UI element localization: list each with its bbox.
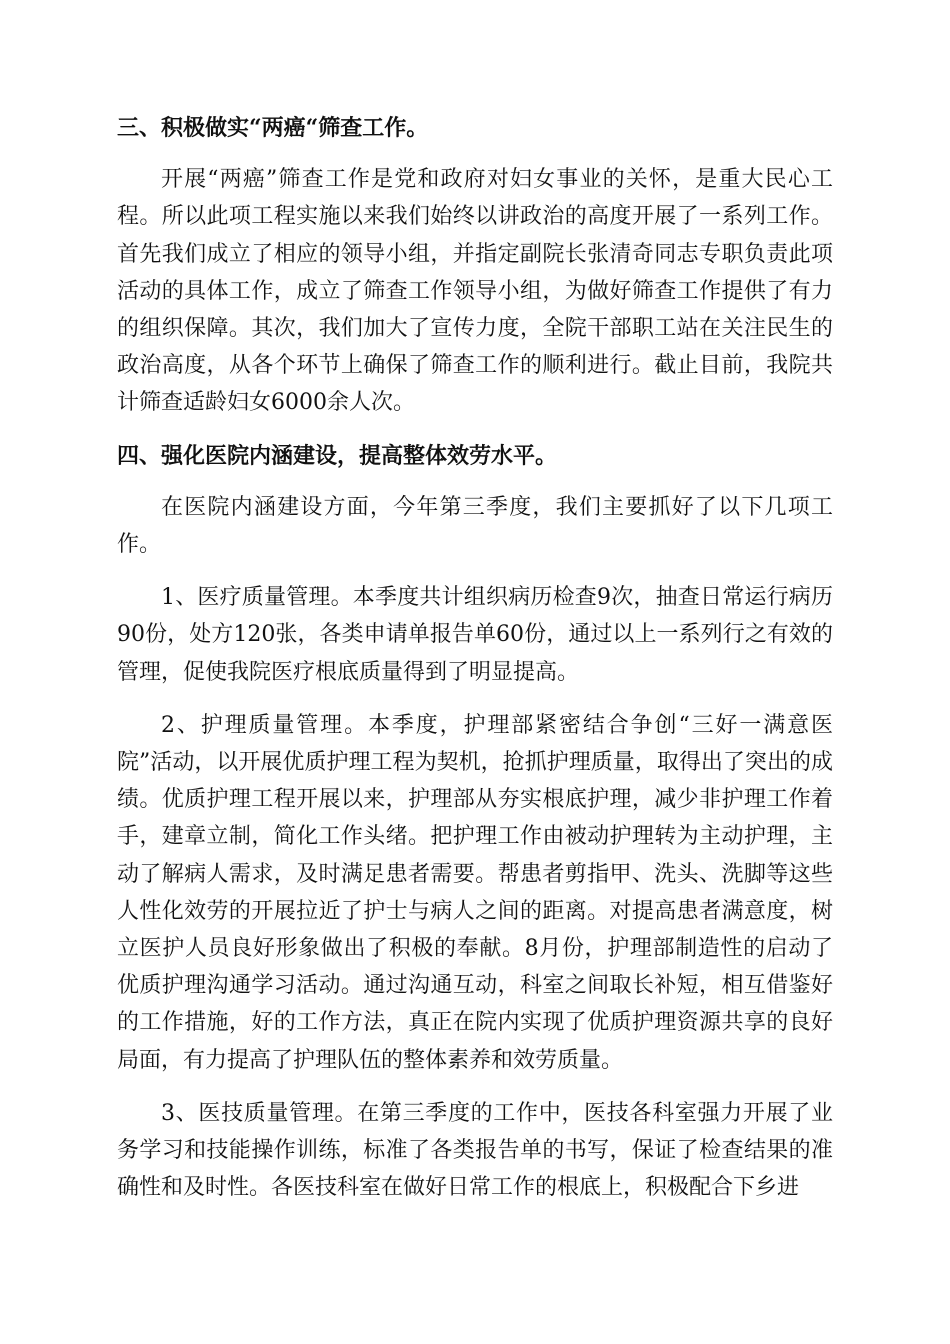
section-4-intro: 在医院内涵建设方面，今年第三季度，我们主要抓好了以下几项工作。: [117, 494, 833, 558]
section-3-paragraph: 开展“两癌”筛查工作是党和政府对妇女事业的关怀，是重大民心工程。所以此项工程实施以来我们始终以讲政治的高度开展了一系列工作。首先我们成立了相应的领导小组，并指定副院长张清奇同志专职负责此项活动的具体工作，成立了筛查工作领导小组，为做好筛查工作提供了有力的组织保障。其次，我们加大了宣传力度，全院干部职工站在关注民生的政治高度，从各个环节上确保了筛查工作的顺利进行。截止目前，我院共计筛查适龄妇女6000余人次。: [117, 167, 833, 416]
item-medtech-quality: 3、医技质量管理。在第三季度的工作中，医技各科室强力开展了业务学习和技能操作训练，标准了各类报告单的书写，保证了检查结果的准确性和及时性。各医技科室在做好日常工作的根底上，积极配合下乡进: [117, 1100, 833, 1201]
spacer: [117, 147, 833, 161]
spacer: [117, 1079, 833, 1095]
spacer: [117, 422, 833, 438]
section-3-heading: 三、积极做实“两癌“筛查工作。: [117, 115, 429, 141]
document-body: [117, 110, 833, 1206]
section-4-heading: 四、强化医院内涵建设，提高整体效劳水平。: [117, 442, 558, 469]
spacer: [117, 475, 833, 489]
item-nursing-quality: 2、护理质量管理。本季度，护理部紧密结合争创“三好一满意医院”活动，以开展优质护理工程为契机，抢抓护理质量，取得出了突出的成绩。优质护理工程开展以来，护理部从夯实根底护理，减少非护理工作着手，建章立制，简化工作头绪。把护理工作由被动护理转为主动护理，主动了解病人需求，及时满足患者需要。帮患者剪指甲、洗头、洗脚等这些人性化效劳的开展拉近了护士与病人之间的距离。对提高患者满意度，树立医护人员良好形象做出了积极的奉献。8月份，护理部制造性的启动了优质护理沟通学习活动。通过沟通互动，科室之间取长补短，相互借鉴好的工作措施，好的工作方法，真正在院内实现了优质护理资源共享的良好局面，有力提高了护理队伍的整体素养和效劳质量。: [117, 712, 833, 1073]
item-medical-quality: 1、医疗质量管理。本季度共计组织病历检查9次，抽查日常运行病历90份，处方120张，各类申请单报告单60份，通过以上一系列行之有效的管理，促使我院医疗根底质量得到了明显提高。: [117, 585, 833, 685]
spacer: [117, 563, 833, 579]
spacer: [117, 691, 833, 707]
